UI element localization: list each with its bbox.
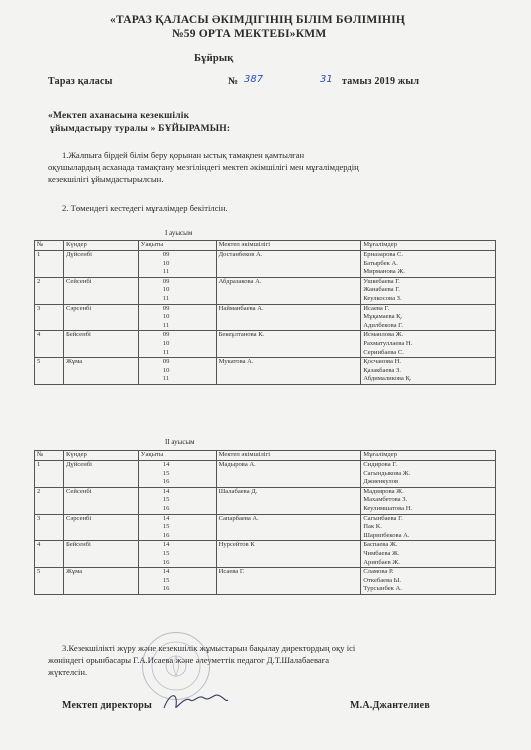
time-slot: 10 [162, 286, 170, 294]
teacher-name: Пак К. [363, 523, 382, 531]
cell-day: Сәрсенбі [63, 304, 138, 331]
table-row [35, 487, 496, 514]
paragraph-3-line-3: жүктелсін. [48, 667, 88, 677]
cell-day: Дүйсенбі [63, 461, 138, 488]
cell-number: 5 [35, 358, 64, 385]
time-slot: 14 [162, 514, 170, 522]
time-slot: 10 [162, 366, 170, 374]
table-row [35, 304, 496, 331]
cell-number: 3 [35, 514, 64, 541]
order-title: Бұйрық [194, 53, 234, 64]
time-slot: 14 [162, 568, 170, 576]
col-header-admin: Мектеп әкімшілігі [216, 451, 361, 461]
paragraph-1-line-2: оқушылардың асханада тамақтану мезгіліндегі мектеп әкімшілігі мен мұғалімдердің [48, 162, 359, 172]
time-slot: 10 [162, 313, 170, 321]
cell-day: Бейсенбі [63, 541, 138, 568]
cell-day: Сейсенбі [63, 487, 138, 514]
cell-admin: Исаева Г. [216, 568, 361, 595]
teacher-name: Сагынбаева Г. [363, 514, 403, 522]
teacher-name: Турсынбек А. [363, 585, 402, 593]
cell-teachers [361, 541, 496, 568]
time-slot: 09 [162, 304, 170, 312]
time-slot: 10 [162, 339, 170, 347]
teacher-name: Шарипбекова А. [363, 531, 410, 539]
col-header-time: Уақыты [138, 241, 216, 251]
teacher-name: Қазакбаева З. [363, 366, 401, 374]
time-slot: 10 [162, 259, 170, 267]
cell-number: 2 [35, 487, 64, 514]
cell-teachers [361, 358, 496, 385]
col-header-time: Уақыты [138, 451, 216, 461]
table-row [35, 461, 496, 488]
table-row [35, 251, 496, 278]
paragraph-2: 2. Төмендегі кестедегі мұғалімдер бекітілсін. [62, 203, 228, 213]
teacher-name: Абдималикова Қ. [363, 375, 412, 383]
shift-2-table [34, 450, 496, 595]
cell-admin: Нурсейтов К [216, 541, 361, 568]
subject-line-2: ұйымдастыру туралы » БҰЙЫРАМЫН: [50, 124, 231, 134]
cell-teachers [361, 461, 496, 488]
teacher-name: Сагындыкова Ж. [363, 469, 411, 477]
teacher-name: Арипбаев Ж. [363, 558, 400, 566]
cell-times [138, 331, 216, 358]
cell-times [138, 487, 216, 514]
shift-1-table [34, 240, 496, 385]
col-header-day: Күндер [63, 451, 138, 461]
teacher-name: Откебаева Ы. [363, 576, 402, 584]
cell-admin: Бекеұлтанова К. [216, 331, 361, 358]
teacher-name: Кеулкосова З. [363, 294, 402, 302]
paragraph-3-line-1: 3.Кезекшілікті жүру және кезекшілік жұмыстарын бақылау директордың оқу ісі [62, 643, 356, 653]
shift-2-title: ІІ ауысым [165, 438, 195, 446]
cell-admin: Достанбеков А. [216, 251, 361, 278]
time-slot: 14 [162, 461, 170, 468]
cell-admin: Абдразакова А. [216, 277, 361, 304]
order-date-rest: тамыз 2019 жыл [342, 76, 420, 87]
teacher-name: Қосчанова Н. [363, 358, 402, 366]
teacher-name: Исаева Г. [363, 304, 390, 312]
teacher-name: Баспаева Ж. [363, 541, 398, 549]
cell-teachers [361, 568, 496, 595]
teacher-name: Мадиярова Ж. [363, 487, 404, 495]
paragraph-3-line-2: жөніндегі орынбасары Г.А.Исаева және әлеуметтік педагог Д.Т.Шалабаеваға [48, 655, 330, 665]
director-signature-icon [160, 688, 230, 714]
cell-day: Сәрсенбі [63, 514, 138, 541]
cell-admin: Найманбаева А. [216, 304, 361, 331]
time-slot: 11 [162, 294, 170, 302]
time-slot: 09 [162, 251, 170, 258]
teacher-name: Ушкебаева Г. [363, 277, 400, 285]
cell-number: 3 [35, 304, 64, 331]
director-label: Мектеп директоры [62, 700, 153, 711]
col-header-teachers: Мұғалімдер [361, 451, 496, 461]
order-number-label: № [228, 76, 239, 87]
order-date-day: 31 [320, 74, 333, 85]
cell-day: Сейсенбі [63, 277, 138, 304]
time-slot: 11 [162, 348, 170, 356]
col-header-number: № [35, 451, 64, 461]
time-slot: 15 [162, 496, 170, 504]
time-slot: 15 [162, 576, 170, 584]
cell-times [138, 358, 216, 385]
teacher-name: Сламова Р. [363, 568, 394, 576]
cell-admin: Сапарбаева А. [216, 514, 361, 541]
teacher-name: Джиенкулов [363, 478, 399, 486]
cell-teachers [361, 277, 496, 304]
col-header-day: Күндер [63, 241, 138, 251]
header-line-1: «ТАРАЗ ҚАЛАСЫ ӘКІМДІГІНІҢ БІЛІМ БӨЛІМІНІҢ [110, 14, 406, 26]
cell-times [138, 514, 216, 541]
shift-2-body [35, 461, 496, 595]
table-row [35, 514, 496, 541]
cell-day: Жұма [63, 568, 138, 595]
director-name: М.А.Джантелиев [350, 700, 430, 711]
cell-admin: Шалабаева Д. [216, 487, 361, 514]
cell-teachers [361, 304, 496, 331]
time-slot: 14 [162, 487, 170, 495]
cell-day: Жұма [63, 358, 138, 385]
cell-times [138, 277, 216, 304]
cell-number: 2 [35, 277, 64, 304]
time-slot: 15 [162, 469, 170, 477]
paragraph-1-line-1: 1.Жалпыға бірдей білім беру қорынан ыстық тамақпен қамтылған [62, 150, 305, 160]
teacher-name: Исманлова Ж. [363, 331, 404, 339]
cell-admin: Мукатова А. [216, 358, 361, 385]
time-slot: 09 [162, 277, 170, 285]
time-slot: 16 [162, 504, 170, 512]
table-header-row [35, 451, 496, 461]
time-slot: 11 [162, 375, 170, 383]
cell-teachers [361, 331, 496, 358]
time-slot: 16 [162, 531, 170, 539]
time-slot: 11 [162, 321, 170, 329]
teacher-name: Адилбекова Г. [363, 321, 403, 329]
cell-times [138, 304, 216, 331]
time-slot: 15 [162, 549, 170, 557]
shift-1-title: І ауысым [165, 229, 193, 237]
cell-times [138, 541, 216, 568]
cell-number: 1 [35, 251, 64, 278]
time-slot: 14 [162, 541, 170, 549]
time-slot: 09 [162, 331, 170, 339]
order-number-value: 387 [244, 74, 264, 85]
cell-admin: Мадырова А. [216, 461, 361, 488]
teacher-name: Мұқамаева Қ. [363, 313, 403, 321]
cell-day: Дүйсенбі [63, 251, 138, 278]
table-row [35, 541, 496, 568]
cell-teachers [361, 514, 496, 541]
paragraph-1-line-3: кезекшілігі ұйымдастырылсын. [48, 174, 164, 184]
time-slot: 16 [162, 478, 170, 486]
table-row [35, 568, 496, 595]
cell-times [138, 251, 216, 278]
cell-number: 4 [35, 331, 64, 358]
teacher-name: Чимбаева Ж. [363, 549, 400, 557]
cell-times [138, 461, 216, 488]
time-slot: 11 [162, 268, 170, 276]
time-slot: 09 [162, 358, 170, 366]
teacher-name: Рахматуллаева Н. [363, 339, 413, 347]
table-row [35, 331, 496, 358]
cell-teachers [361, 487, 496, 514]
subject-line-1: «Мектеп аханасына кезекшілік [48, 111, 190, 121]
teacher-name: Мирманова Ж. [363, 268, 405, 276]
col-header-teachers: Мұғалімдер [361, 241, 496, 251]
table-header-row [35, 241, 496, 251]
col-header-admin: Мектеп әкімшілігі [216, 241, 361, 251]
table-row [35, 277, 496, 304]
table-row [35, 358, 496, 385]
cell-day: Бейсенбі [63, 331, 138, 358]
time-slot: 16 [162, 558, 170, 566]
cell-number: 4 [35, 541, 64, 568]
teacher-name: Махамбетова З. [363, 496, 408, 504]
teacher-name: Сериибаева С. [363, 348, 404, 356]
col-header-number: № [35, 241, 64, 251]
teacher-name: Сидирова Г. [363, 461, 397, 468]
cell-times [138, 568, 216, 595]
time-slot: 16 [162, 585, 170, 593]
shift-1-body [35, 251, 496, 385]
time-slot: 15 [162, 523, 170, 531]
city-label: Тараз қаласы [48, 76, 113, 87]
teacher-name: Кеулимшатова Н. [363, 504, 413, 512]
teacher-name: Батырбек А. [363, 259, 398, 267]
teacher-name: Ернаэарова С. [363, 251, 404, 258]
teacher-name: Жанабаева Г. [363, 286, 400, 294]
cell-teachers [361, 251, 496, 278]
cell-number: 5 [35, 568, 64, 595]
cell-number: 1 [35, 461, 64, 488]
header-line-2: №59 ОРТА МЕКТЕБІ»КММ [172, 28, 327, 40]
